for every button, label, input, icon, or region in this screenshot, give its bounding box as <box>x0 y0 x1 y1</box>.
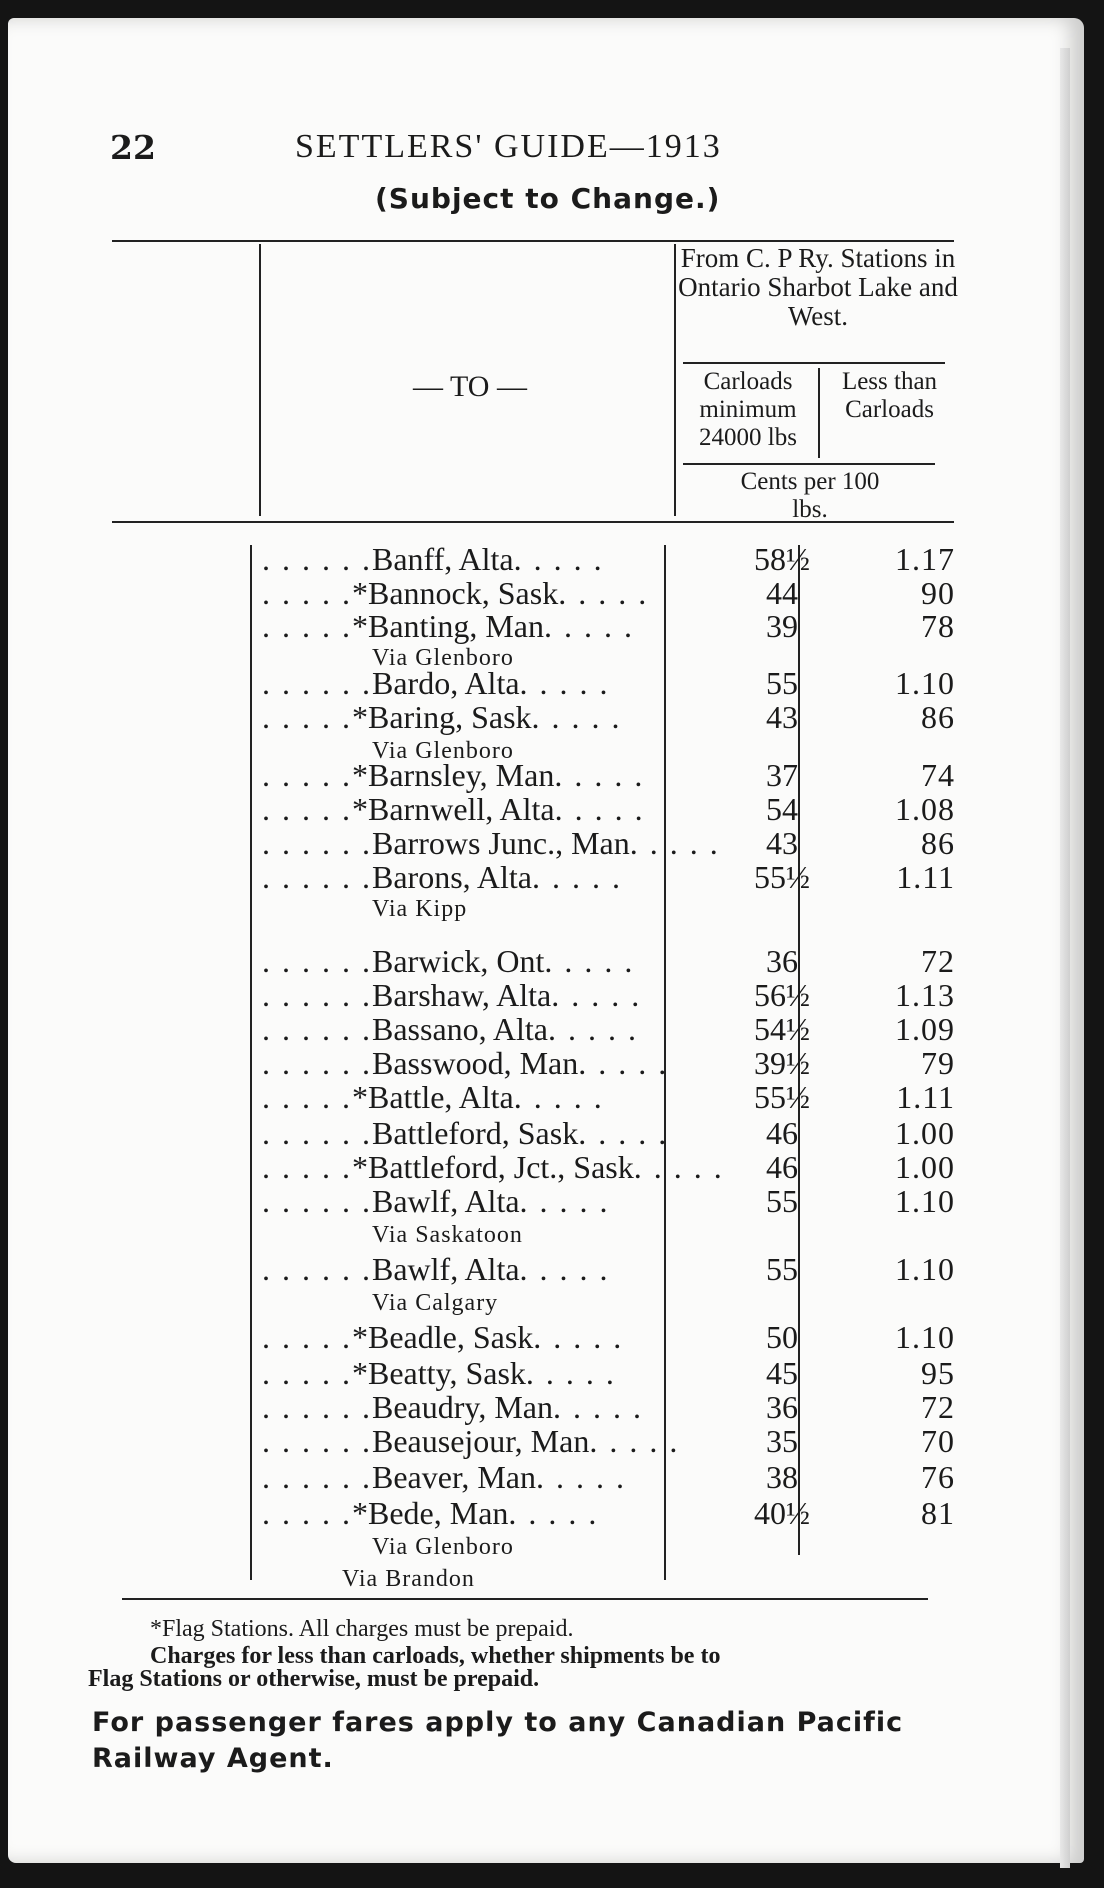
destination-cell <box>262 1390 667 1424</box>
less-carload-note-line1: Charges for less than carloads, whether shipments be to <box>150 1643 721 1669</box>
less-carload-rate: 1.10 <box>895 1183 955 1219</box>
page-edge <box>1060 48 1070 1868</box>
header-sub-rule <box>818 368 820 458</box>
less-carload-rate: 1.11 <box>896 859 955 895</box>
destination-cell <box>262 792 667 826</box>
less-carload-rate: 76 <box>921 1459 955 1495</box>
carload-rate: 46 <box>766 1115 798 1151</box>
leader-dots: . . . . . . <box>262 1115 372 1151</box>
leader-dots: . . . . . <box>558 575 649 611</box>
leader-dots: . . . . . <box>519 1251 610 1287</box>
carload-rate: 39 <box>766 608 798 644</box>
to-header: — TO — <box>413 370 527 403</box>
destination-cell <box>262 1184 667 1218</box>
destination-cell <box>262 1356 667 1390</box>
destination-cell <box>262 666 667 700</box>
less-carload-rate: 86 <box>921 825 955 861</box>
carload-rate: 55½ <box>754 1079 810 1115</box>
less-carload-note-line2: Flag Stations or otherwise, must be prepaid. <box>88 1666 540 1692</box>
page-number: 22 <box>110 128 156 167</box>
leader-dots: . . . . . . <box>262 825 372 861</box>
leader-dots: . . . . . . <box>262 1011 372 1047</box>
table-top-rule <box>112 240 954 242</box>
carload-rate: 36 <box>766 943 798 979</box>
less-carload-rate: 1.10 <box>895 1251 955 1287</box>
leader-dots: . . . . . <box>552 1389 643 1425</box>
leader-dots: . . . . . . <box>262 1423 372 1459</box>
leader-dots: . . . . . <box>554 791 645 827</box>
via-note: Via Saskatoon <box>372 1222 523 1248</box>
unit-header: Cents per 100 lbs. <box>740 468 880 523</box>
carload-rate: 43 <box>766 699 798 735</box>
leader-dots: . . . . . <box>544 943 635 979</box>
body-left-rule <box>250 545 252 1580</box>
leader-dots: . . . . . <box>519 1183 610 1219</box>
carload-rate: 55 <box>766 1251 798 1287</box>
destination-name: *Bannock, Sask <box>352 575 559 611</box>
leader-dots: . . . . . <box>551 977 642 1013</box>
less-carload-rate: 1.10 <box>895 1319 955 1355</box>
destination-name: Barons, Alta <box>372 859 532 895</box>
leader-dots: . . . . . <box>262 1149 352 1185</box>
leader-dots: . . . . . <box>633 1149 724 1185</box>
destination-cell <box>262 978 667 1012</box>
carload-rate: 37 <box>766 757 798 793</box>
leader-dots: . . . . . <box>262 1355 352 1391</box>
destination-name: *Barnwell, Alta <box>352 791 555 827</box>
leader-dots: . . . . . . <box>262 1183 372 1219</box>
leader-dots: . . . . . . <box>262 1251 372 1287</box>
less-header: Less than Carloads <box>841 368 938 423</box>
leader-dots: . . . . . <box>262 699 352 735</box>
leader-dots: . . . . . <box>513 541 604 577</box>
less-carload-rate: 90 <box>921 575 955 611</box>
table-bottom-rule <box>122 1598 928 1600</box>
destination-cell <box>262 758 667 792</box>
leader-dots: . . . . . <box>262 757 352 793</box>
carload-rate: 54½ <box>754 1011 810 1047</box>
destination-cell <box>262 609 667 643</box>
destination-cell <box>262 860 667 894</box>
leader-dots: . . . . . <box>262 791 352 827</box>
destination-name: Banff, Alta <box>372 541 514 577</box>
leader-dots: . . . . . <box>262 1079 352 1115</box>
via-note: Via Kipp <box>372 896 468 922</box>
running-title: SETTLERS' GUIDE—1913 <box>295 128 722 165</box>
leader-dots: . . . . . <box>262 575 352 611</box>
carload-rate: 55 <box>766 665 798 701</box>
carload-rate: 38 <box>766 1459 798 1495</box>
less-carload-rate: 1.17 <box>895 541 955 577</box>
less-carload-rate: 72 <box>921 1389 955 1425</box>
less-carload-rate: 1.11 <box>896 1079 955 1115</box>
to-left-rule <box>259 244 261 516</box>
destination-cell <box>262 1496 667 1530</box>
destination-name: Bardo, Alta <box>372 665 520 701</box>
less-carload-rate: 1.13 <box>895 977 955 1013</box>
destination-cell <box>262 1149 724 1185</box>
destination-name: Bassano, Alta <box>372 1011 548 1047</box>
less-carload-rate: 1.09 <box>895 1011 955 1047</box>
destination-cell <box>262 1460 667 1494</box>
destination-cell <box>262 1116 667 1150</box>
flag-stations-note: *Flag Stations. All charges must be prepaid. <box>150 1616 574 1642</box>
leader-dots: . . . . . <box>508 1495 599 1531</box>
carload-rate: 55½ <box>754 859 810 895</box>
leader-dots: . . . . . <box>531 699 622 735</box>
destination-name: Beaudry, Man <box>372 1389 553 1425</box>
leader-dots: . . . . . . <box>262 665 372 701</box>
destination-name: Battleford, Sask <box>372 1115 579 1151</box>
less-carload-rate: 78 <box>921 608 955 644</box>
leader-dots: . . . . . . <box>262 977 372 1013</box>
destination-cell <box>262 576 667 610</box>
less-carload-rate: 81 <box>921 1495 955 1531</box>
leader-dots: . . . . . <box>535 1459 626 1495</box>
carload-rate: 55 <box>766 1183 798 1219</box>
less-carload-rate: 74 <box>921 757 955 793</box>
leader-dots: . . . . . <box>262 1319 352 1355</box>
destination-cell <box>262 542 667 576</box>
leader-dots: . . . . . <box>543 608 634 644</box>
destination-cell <box>262 1080 667 1114</box>
destination-cell <box>262 1320 667 1354</box>
subtitle: (Subject to Change.) <box>375 182 721 215</box>
leader-dots: . . . . . <box>262 608 352 644</box>
destination-name: Barrows Junc., Man <box>372 825 630 861</box>
carload-rate: 39½ <box>754 1045 810 1081</box>
leader-dots: . . . . . <box>554 757 645 793</box>
destination-cell <box>262 944 667 978</box>
leader-dots: . . . . . . <box>262 1459 372 1495</box>
carload-rate: 56½ <box>754 977 810 1013</box>
less-carload-rate: 95 <box>921 1355 955 1391</box>
destination-cell <box>262 700 667 734</box>
less-carload-rate: 79 <box>921 1045 955 1081</box>
leader-dots: . . . . . <box>578 1045 669 1081</box>
destination-cell <box>262 1423 680 1459</box>
leader-dots: . . . . . <box>262 1495 352 1531</box>
destination-cell <box>262 1252 667 1286</box>
carload-rate: 36 <box>766 1389 798 1425</box>
destination-name: Beaver, Man <box>372 1459 536 1495</box>
leader-dots: . . . . . <box>531 859 622 895</box>
less-carload-rate: 1.10 <box>895 665 955 701</box>
destination-name: *Beatty, Sask <box>352 1355 526 1391</box>
destination-name: *Battleford, Jct., Sask <box>352 1149 634 1185</box>
leader-dots: . . . . . . <box>262 1045 372 1081</box>
unit-divider-rule <box>683 463 935 465</box>
destination-name: Bawlf, Alta <box>372 1251 520 1287</box>
leader-dots: . . . . . . <box>262 1389 372 1425</box>
destination-name: *Baring, Sask <box>352 699 532 735</box>
leader-dots: . . . . . <box>525 1355 616 1391</box>
leader-dots: . . . . . <box>513 1079 604 1115</box>
less-carload-rate: 70 <box>921 1423 955 1459</box>
destination-cell <box>262 825 720 861</box>
destination-cell <box>262 1046 667 1080</box>
destination-name: *Bede, Man <box>352 1495 509 1531</box>
carload-rate: 44 <box>766 575 798 611</box>
leader-dots: . . . . . <box>519 665 610 701</box>
destination-name: Bawlf, Alta <box>372 1183 520 1219</box>
via-note: Via Calgary <box>372 1290 499 1316</box>
header-col-rule <box>674 244 676 516</box>
carload-rate: 35 <box>766 1423 798 1459</box>
carload-rate: 40½ <box>754 1495 810 1531</box>
destination-name: Basswood, Man <box>372 1045 579 1081</box>
carload-rate: 43 <box>766 825 798 861</box>
via-note: Via Glenboro <box>372 1534 514 1560</box>
destination-name: Barwick, Ont <box>372 943 545 979</box>
destination-name: *Beadle, Sask <box>352 1319 534 1355</box>
carload-rate: 54 <box>766 791 798 827</box>
destination-name: Beausejour, Man <box>372 1423 590 1459</box>
carload-rate: 45 <box>766 1355 798 1391</box>
destination-name: *Banting, Man <box>352 608 544 644</box>
leader-dots: . . . . . . <box>262 541 372 577</box>
leader-dots: . . . . . <box>589 1423 680 1459</box>
leader-dots: . . . . . <box>533 1319 624 1355</box>
less-carload-rate: 86 <box>921 699 955 735</box>
carload-rate: 50 <box>766 1319 798 1355</box>
carload-rate: 46 <box>766 1149 798 1185</box>
destination-cell <box>262 1012 667 1046</box>
less-carload-rate: 72 <box>921 943 955 979</box>
leader-dots: . . . . . <box>629 825 720 861</box>
destination-name: Barshaw, Alta <box>372 977 552 1013</box>
via-note: Via Brandon <box>342 1566 475 1592</box>
carload-rate: 58½ <box>754 541 810 577</box>
leader-dots: . . . . . . <box>262 943 372 979</box>
carloads-header: Carloads minimum 24000 lbs <box>699 368 797 451</box>
less-carload-rate: 1.00 <box>895 1149 955 1185</box>
leader-dots: . . . . . . <box>262 859 372 895</box>
destination-name: *Barnsley, Man <box>352 757 555 793</box>
leader-dots: . . . . . <box>547 1011 638 1047</box>
passenger-fares-note: For passenger fares apply to any Canadian Pacific Railway Agent. <box>92 1707 904 1774</box>
via-note: Via Glenboro <box>372 738 514 764</box>
destination-name: *Battle, Alta <box>352 1079 514 1115</box>
from-header: From C. P Ry. Stations in Ontario Sharbot Lake and West. <box>678 243 958 331</box>
from-divider-rule <box>683 362 945 364</box>
less-carload-rate: 1.00 <box>895 1115 955 1151</box>
via-note: Via Glenboro <box>372 645 514 671</box>
less-carload-rate: 1.08 <box>895 791 955 827</box>
leader-dots: . . . . . <box>578 1115 669 1151</box>
